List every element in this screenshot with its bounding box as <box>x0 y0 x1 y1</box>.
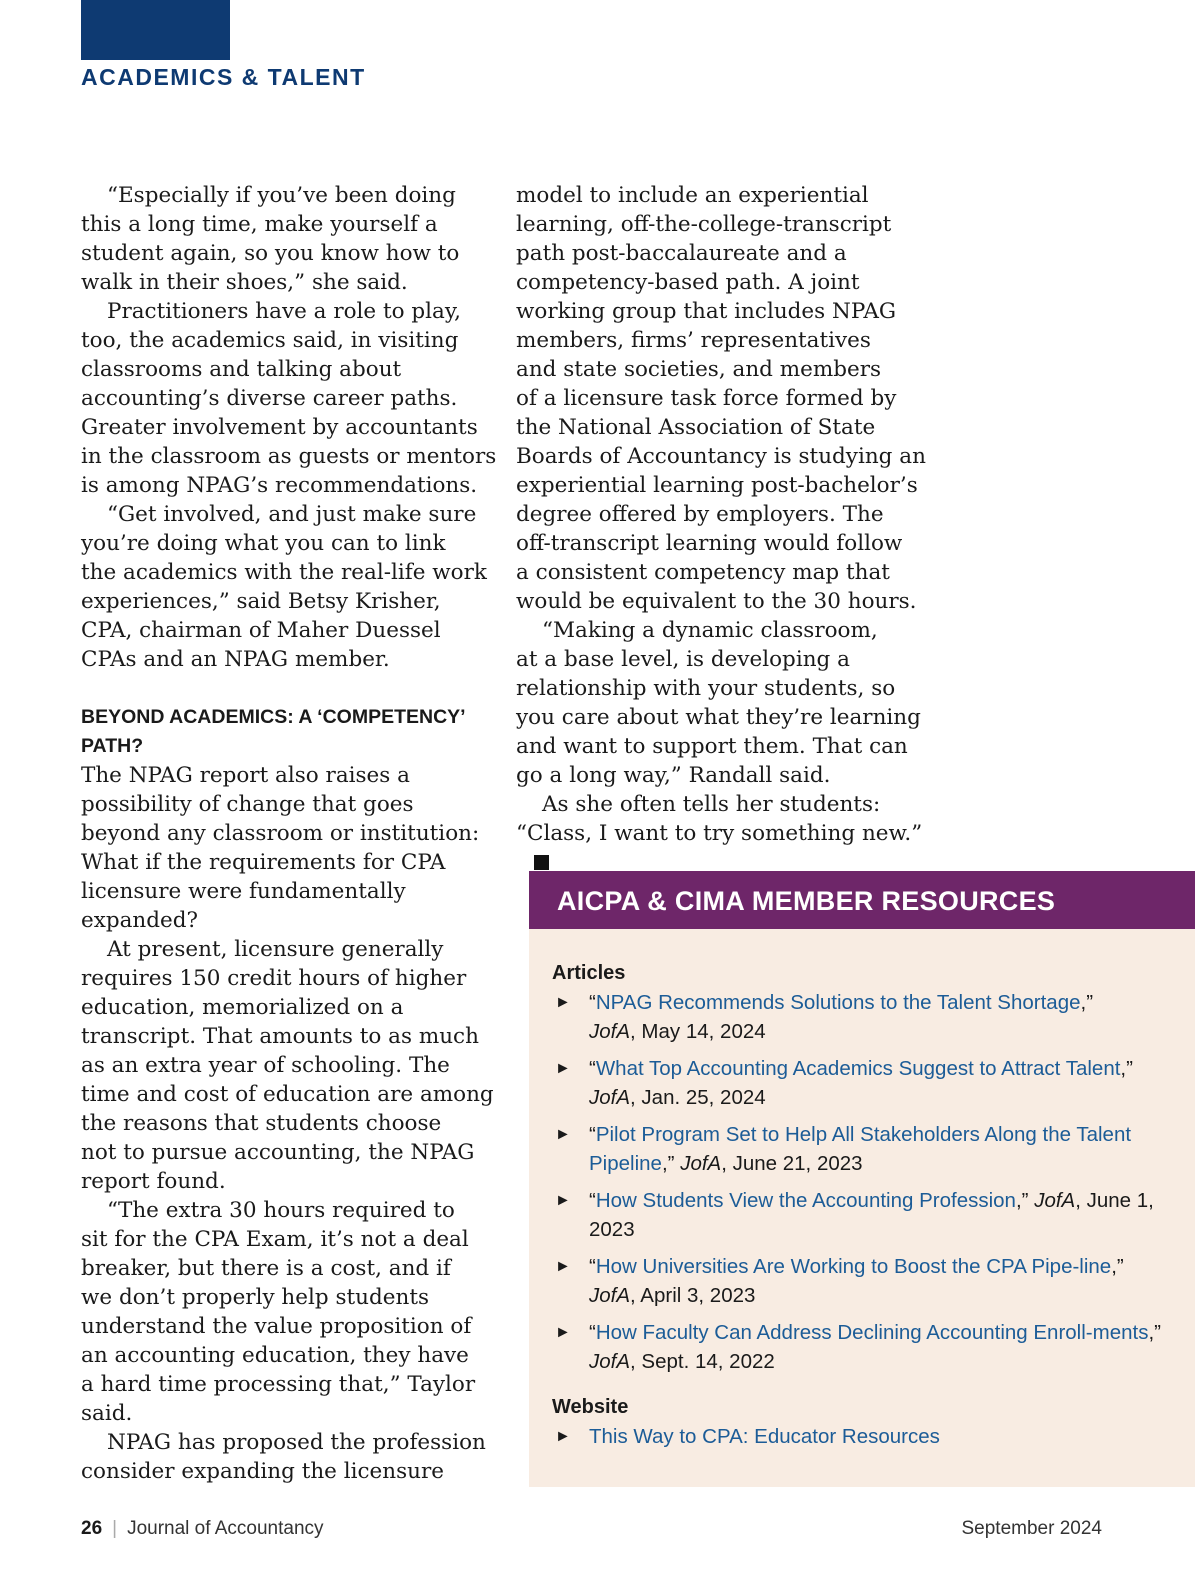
article-item: ► “NPAG Recommends Solutions to the Talent Shortage,” JofA, May 14, 2024 <box>552 988 1171 1046</box>
paragraph: Practitioners have a role to play, too, the academics said, in visiting classrooms and talking about accounting’s diverse career paths. Greater involvement by accountants in the classroom as guests or mentors is among NPAG’s recommendations. <box>81 299 497 498</box>
arrow-bullet-icon: ► <box>555 1258 571 1275</box>
article-link[interactable]: Pilot Program Set to Help All Stakeholders Along the Talent Pipeline <box>589 1123 1132 1175</box>
publication-name: JofA <box>1034 1189 1076 1212</box>
article-column-left <box>81 181 501 1486</box>
paragraph: The NPAG report also raises a possibility of change that goes beyond any classroom or institution: What if the requirements for CPA licensure were fundamentally expanded? <box>81 763 480 933</box>
article-date: , April 3, 2023 <box>630 1284 756 1307</box>
section-label: ACADEMICS & TALENT <box>81 64 366 90</box>
page-footer <box>81 1518 1102 1540</box>
article-item: ► “Pilot Program Set to Help All Stakeholders Along the Talent Pipeline,” JofA, June 21, 2023 <box>552 1120 1171 1178</box>
arrow-bullet-icon: ► <box>555 994 571 1011</box>
article-date: , Sept. 14, 2022 <box>630 1350 775 1373</box>
arrow-bullet-icon: ► <box>555 1428 571 1445</box>
paragraph: “Making a dynamic classroom, at a base level, is developing a relationship with your students, so you care about what they’re learning and want to support them. That can go a long way,” Randall said. <box>516 618 921 788</box>
publication-title: Journal of Accountancy <box>127 1518 324 1539</box>
paragraph: At present, licensure generally requires 150 credit hours of higher education, memorialized on a transcript. That amounts to as much as an extra year of schooling. The time and cost of education are among the reasons that students choose not to pursue accounting, the NPAG report found. <box>81 937 494 1194</box>
website-link[interactable]: This Way to CPA: Educator Resources <box>589 1425 940 1448</box>
sidebar-title: AICPA & CIMA MEMBER RESOURCES <box>529 871 1195 929</box>
arrow-bullet-icon: ► <box>555 1060 571 1077</box>
arrow-bullet-icon: ► <box>555 1126 571 1143</box>
end-of-article-mark <box>534 855 549 870</box>
arrow-bullet-icon: ► <box>555 1192 571 1209</box>
paragraph: model to include an experiential learning, off-the-college-transcript path post-baccalaureate and a competency-based path. A joint working group that includes NPAG members, firms’ representatives and state societies, and members of a licensure task force formed by the National Association of State Boards of Accountancy is studying an experiential learning post-bachelor’s degree offered by employers. The off-transcript learning would follow a consistent competency map that would be equivalent to the 30 hours. <box>516 183 926 614</box>
paragraph: NPAG has proposed the profession consider expanding the licensure <box>81 1430 486 1484</box>
publication-name: JofA <box>589 1020 631 1043</box>
article-date: , Jan. 25, 2024 <box>630 1086 766 1109</box>
publication-name: JofA <box>589 1350 631 1373</box>
article-link[interactable]: How Students View the Accounting Profession <box>595 1189 1016 1212</box>
website-item <box>552 1422 1171 1451</box>
article-date: , May 14, 2024 <box>630 1020 766 1043</box>
website-heading: Website <box>552 1396 629 1418</box>
footer-separator: | <box>112 1518 118 1539</box>
article-link[interactable]: How Universities Are Working to Boost the CPA Pipe-line <box>595 1255 1112 1278</box>
article-link[interactable]: How Faculty Can Address Declining Accounting Enroll-ments <box>595 1321 1149 1344</box>
arrow-bullet-icon: ► <box>555 1324 571 1341</box>
article-date: , June 1, 2023 <box>589 1189 1154 1241</box>
article-link[interactable]: NPAG Recommends Solutions to the Talent Shortage <box>595 991 1081 1014</box>
closing-paragraph <box>516 790 936 877</box>
articles-heading: Articles <box>552 962 626 984</box>
closing-text: As she often tells her students: “Class, I want to try something new.” <box>516 792 923 846</box>
article-date: , June 21, 2023 <box>721 1152 863 1175</box>
article-column-right <box>516 181 936 877</box>
publication-name: JofA <box>589 1086 631 1109</box>
paragraph: “The extra 30 hours required to sit for the CPA Exam, it’s not a deal breaker, but there is a cost, and if we don’t properly help students understand the value proposition of an accounting education, they have a hard time processing that,” Taylor said. <box>81 1198 476 1426</box>
sidebar-body <box>529 929 1195 1451</box>
member-resources-sidebar <box>529 871 1195 1487</box>
publication-name: JofA <box>680 1152 722 1175</box>
articles-list <box>552 988 1171 1376</box>
article-item: ► “How Universities Are Working to Boost the CPA Pipe-line,” JofA, April 3, 2023 <box>552 1252 1171 1310</box>
article-link[interactable]: What Top Accounting Academics Suggest to Attract Talent <box>595 1057 1121 1080</box>
issue-date: September 2024 <box>961 1518 1102 1539</box>
section-color-block <box>81 0 230 60</box>
paragraph: “Especially if you’ve been doing this a long time, make yourself a student again, so you know how to walk in their shoes,” she said. <box>81 183 460 295</box>
page-number: 26 <box>81 1518 103 1539</box>
article-item: ► “How Students View the Accounting Profession,” JofA, June 1, 2023 <box>552 1186 1171 1244</box>
website-list <box>552 1422 1171 1451</box>
article-item: ► “How Faculty Can Address Declining Accounting Enroll-ments,” JofA, Sept. 14, 2022 <box>552 1318 1171 1376</box>
paragraph: “Get involved, and just make sure you’re doing what you can to link the academics with the real-life work experiences,” said Betsy Krisher, CPA, chairman of Maher Duessel CPAs and an NPAG member. <box>81 502 487 672</box>
subheading: BEYOND ACADEMICS: A ‘COMPETENCY’ PATH? <box>81 706 466 757</box>
publication-name: JofA <box>589 1284 631 1307</box>
article-item: ► “What Top Accounting Academics Suggest to Attract Talent,” JofA, Jan. 25, 2024 <box>552 1054 1171 1112</box>
